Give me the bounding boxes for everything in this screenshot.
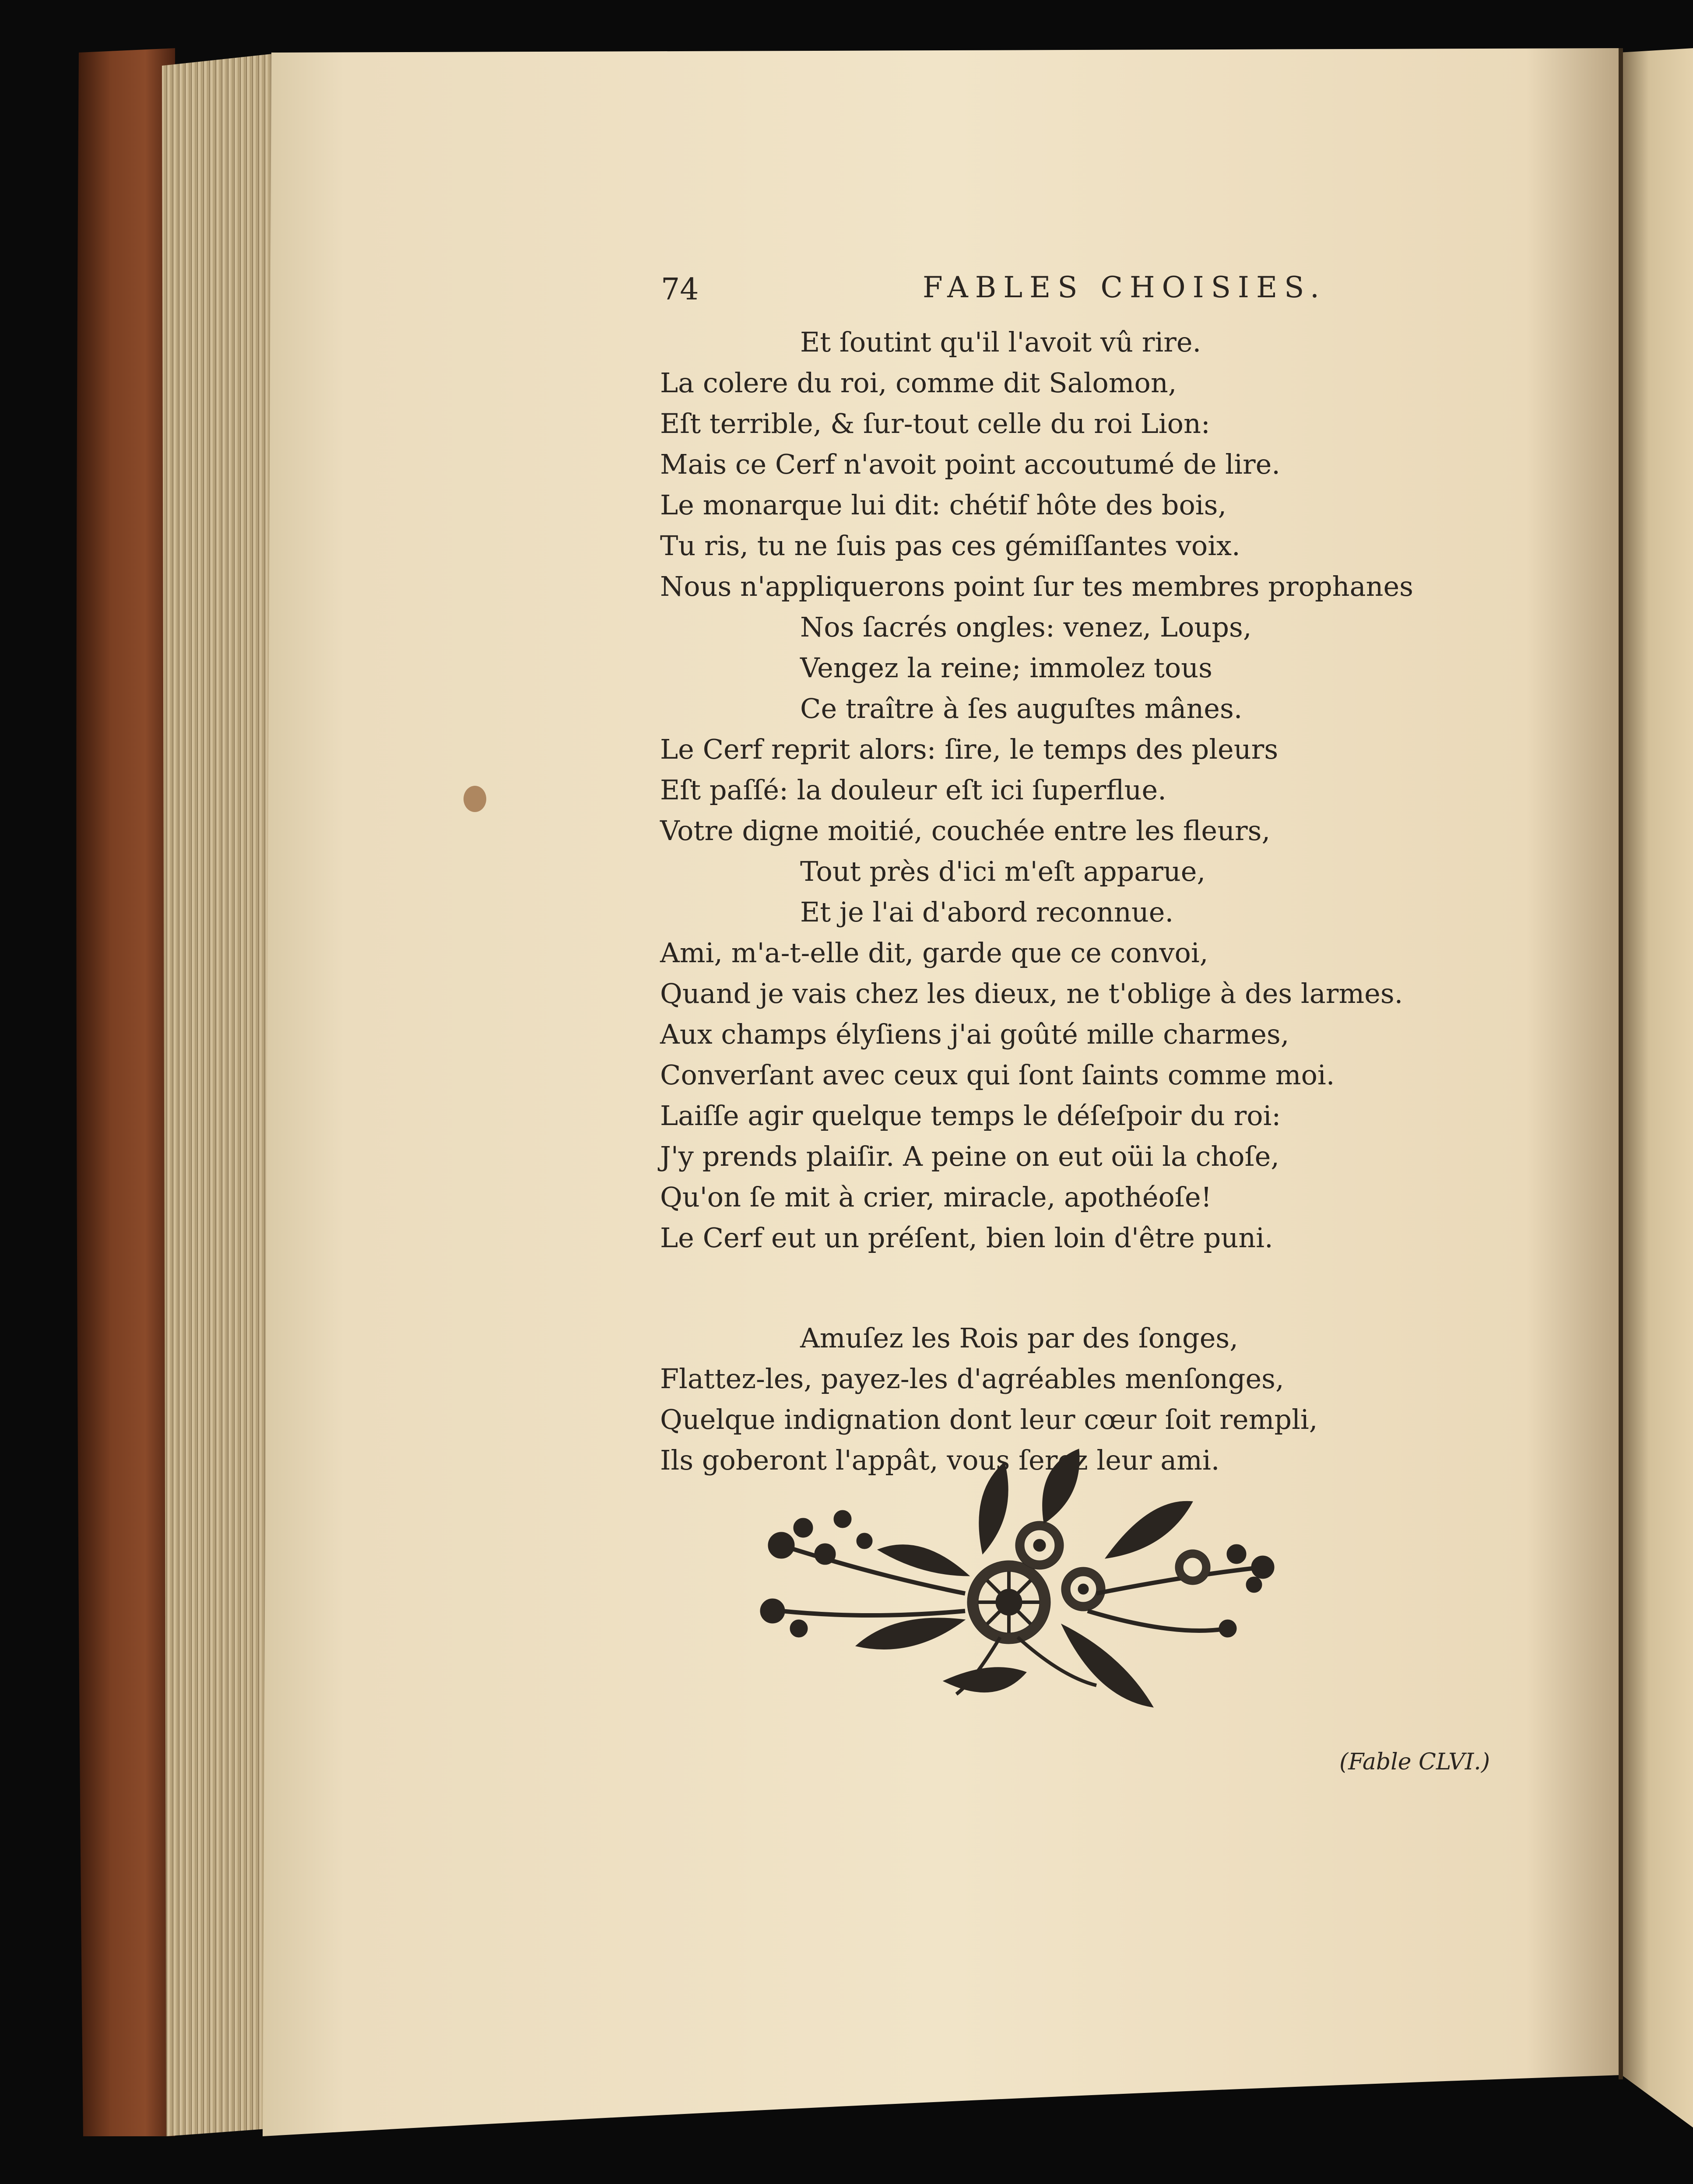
- verse-line: Vengez la reine; immolez tous: [800, 652, 1212, 684]
- verse-line: Tu ris, tu ne ſuis pas ces gémiſſantes voix.: [660, 530, 1240, 562]
- verse-line: Le Cerf eut un préſent, bien loin d'être puni.: [660, 1222, 1273, 1254]
- catchword: (Fable CLVI.): [1339, 1749, 1490, 1775]
- verse-line: Tout près d'ici m'eſt apparue,: [800, 855, 1206, 887]
- verse-line: Et ſoutint qu'il l'avoit vû rire.: [800, 326, 1201, 358]
- verse-line: Ami, m'a-t-elle dit, garde que ce convoi,: [660, 937, 1208, 969]
- verse-line: Votre digne moitié, couchée entre les fleurs,: [660, 815, 1271, 847]
- verse-line: Converſant avec ceux qui ſont ſaints comme moi.: [660, 1059, 1335, 1091]
- verse-line: Et je l'ai d'abord reconnue.: [800, 896, 1174, 928]
- verse-line: Ce traître à ſes auguſtes mânes.: [800, 693, 1243, 724]
- verse-line: Nos ſacrés ongles: venez, Loups,: [800, 611, 1252, 643]
- leather-cover: [76, 48, 175, 2136]
- running-title: FABLES CHOISIES.: [923, 271, 1326, 304]
- fable-verse: [660, 322, 1492, 1258]
- running-head: [661, 266, 1326, 314]
- verse-line: Quand je vais chez les dieux, ne t'oblige à des larmes.: [660, 978, 1403, 1009]
- verse-line: Eſt paſſé: la douleur eſt ici ſuperflue.: [660, 774, 1166, 806]
- verse-line: La colere du roi, comme dit Salomon,: [660, 367, 1177, 399]
- verse-line: Flattez-les, payez-les d'agréables menſonges,: [660, 1363, 1284, 1395]
- fable-moral: [660, 1318, 1492, 1481]
- verse-line: Le monarque lui dit: chétif hôte des bois,: [660, 489, 1227, 521]
- page-number: 74: [661, 272, 699, 307]
- verse-line: Eſt terrible, & ſur-tout celle du roi Lion:: [660, 408, 1210, 440]
- verse-line: Laiſſe agir quelque temps le déſeſpoir du roi:: [660, 1100, 1281, 1132]
- verse-line: Amuſez les Rois par des ſonges,: [800, 1322, 1238, 1354]
- verse-line: Mais ce Cerf n'avoit point accoutumé de lire.: [660, 448, 1280, 480]
- verse-line: Nous n'appliquerons point ſur tes membres prophanes: [660, 570, 1413, 602]
- verse-line: Aux champs élyſiens j'ai goûté mille charmes,: [660, 1018, 1289, 1050]
- verse-line: J'y prends plaiſir. A peine on eut oüi la choſe,: [660, 1140, 1279, 1172]
- verse-line: Ils goberont l'appât, vous ſerez leur ami.: [660, 1444, 1220, 1476]
- paper-stain: [464, 786, 486, 812]
- verse-line: Qu'on ſe mit à crier, miracle, apothéoſe!: [660, 1181, 1212, 1213]
- verse-line: Quelque indignation dont leur cœur ſoit rempli,: [660, 1403, 1318, 1435]
- facing-page-edge: [1619, 48, 1693, 2128]
- verse-line: Le Cerf reprit alors: ſire, le temps des pleurs: [660, 733, 1279, 765]
